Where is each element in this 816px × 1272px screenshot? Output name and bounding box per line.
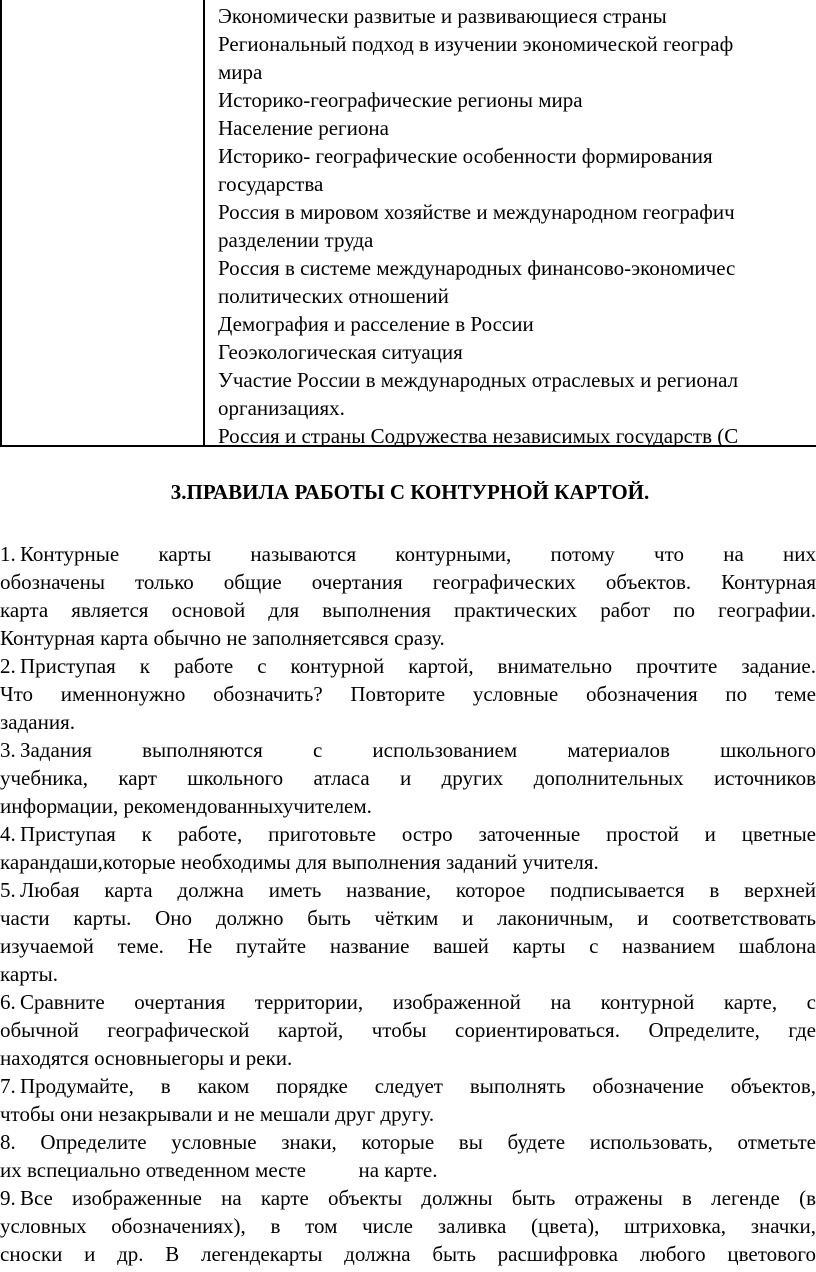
topic-item: политических отношений (218, 284, 449, 308)
topic-item: организациях. (218, 396, 345, 420)
rule-line: учебника, карт школьного атласа и других дополнительных источников (0, 766, 816, 790)
topic-item: Историко- географические особенности формирования (218, 144, 713, 168)
rule-item (0, 1128, 816, 1184)
rule-line: 5. Любая карта должна иметь название, которое подписывается в верхней (0, 878, 816, 902)
topic-item: Участие России в международных отраслевых и регионал (218, 368, 739, 392)
rule-line: 7. Продумайте, в каком порядке следует выполнять обозначение объектов, (0, 1074, 816, 1098)
rule-line: условных обозначениях), в том числе заливка (цвета), штриховка, значки, (0, 1214, 816, 1238)
rule-item (0, 540, 816, 652)
rule-item (0, 876, 816, 988)
section-heading (0, 478, 816, 506)
rule-line: чтобы они незакрывали и не мешали друг другу. (0, 1102, 435, 1126)
rule-item (0, 736, 816, 820)
rule-line: их вспециально отведенном месте на карте. (0, 1158, 438, 1182)
topic-item: Экономически развитые и развивающиеся страны (218, 4, 667, 28)
rule-line: Что именнонужно обозначить? Повторите условные обозначения по теме (0, 682, 816, 706)
rule-line: 6. Сравните очертания территории, изображенной на контурной карте, с (0, 990, 816, 1014)
rule-line: задания. (0, 710, 76, 734)
rule-line: сноски и др. В легендекарты должна быть расшифровка любого цветового (0, 1242, 816, 1266)
rule-line: 4. Приступая к работе, приготовьте остро заточенные простой и цветные (0, 822, 816, 846)
table-border-left (0, 0, 2, 447)
rule-item (0, 820, 816, 876)
rule-item (0, 1072, 816, 1128)
topic-item: Россия в мировом хозяйстве и международном географич (218, 200, 735, 224)
rule-line: карандаши,которые необходимы для выполнения заданий учителя. (0, 850, 599, 874)
topic-item: государства (218, 172, 324, 196)
rule-line: 8. Определите условные знаки, которые вы будете использовать, отметьте (0, 1130, 816, 1154)
topics-table (0, 0, 816, 447)
rule-item (0, 1184, 816, 1268)
rule-line: находятся основныегоры и реки. (0, 1046, 293, 1070)
rule-line: карта является основой для выполнения практических работ по географии. (0, 598, 816, 622)
topic-item: Демография и расселение в России (218, 312, 534, 336)
topic-item: Историко-географические регионы мира (218, 88, 583, 112)
rule-line: части карты. Оно должно быть чётким и лаконичным, и соответствовать (0, 906, 816, 930)
topic-item: мира (218, 60, 263, 84)
topic-item: разделении труда (218, 228, 374, 252)
rule-line: обозначены только общие очертания географических объектов. Контурная (0, 570, 816, 594)
table-column-divider (203, 0, 205, 447)
rule-line: обычной географической картой, чтобы сориентироваться. Определите, где (0, 1018, 816, 1042)
topic-item: Геоэкологическая ситуация (218, 340, 463, 364)
topic-item: Региональный подход в изучении экономической географ (218, 32, 734, 56)
topic-item: Россия в системе международных финансово-экономичес (218, 256, 736, 280)
rule-item (0, 988, 816, 1072)
rules-list (0, 540, 816, 1268)
rule-item (0, 652, 816, 736)
rule-line: 3. Задания выполняются с использованием материалов школьного (0, 738, 816, 762)
rule-line: Контурная карта обычно не заполняетсявся сразу. (0, 626, 445, 650)
topic-item: Россия и страны Содружества независимых государств (С (218, 424, 739, 447)
rule-line: изучаемой теме. Не путайте название вашей карты с названием шаблона (0, 934, 816, 958)
rule-line: 2. Приступая к работе с контурной картой, внимательно прочтите задание. (0, 654, 816, 678)
topic-item: Население региона (218, 116, 389, 140)
rule-line: 1. Контурные карты называются контурными, потому что на них (0, 542, 816, 566)
section-heading-text: 3.ПРАВИЛА РАБОТЫ С КОНТУРНОЙ КАРТОЙ. (170, 480, 650, 504)
topics-list (218, 2, 816, 447)
rule-line: карты. (0, 962, 58, 986)
rule-line: информации, рекомендованныхучителем. (0, 794, 372, 818)
rule-line: 9. Все изображенные на карте объекты должны быть отражены в легенде (в (0, 1186, 816, 1210)
